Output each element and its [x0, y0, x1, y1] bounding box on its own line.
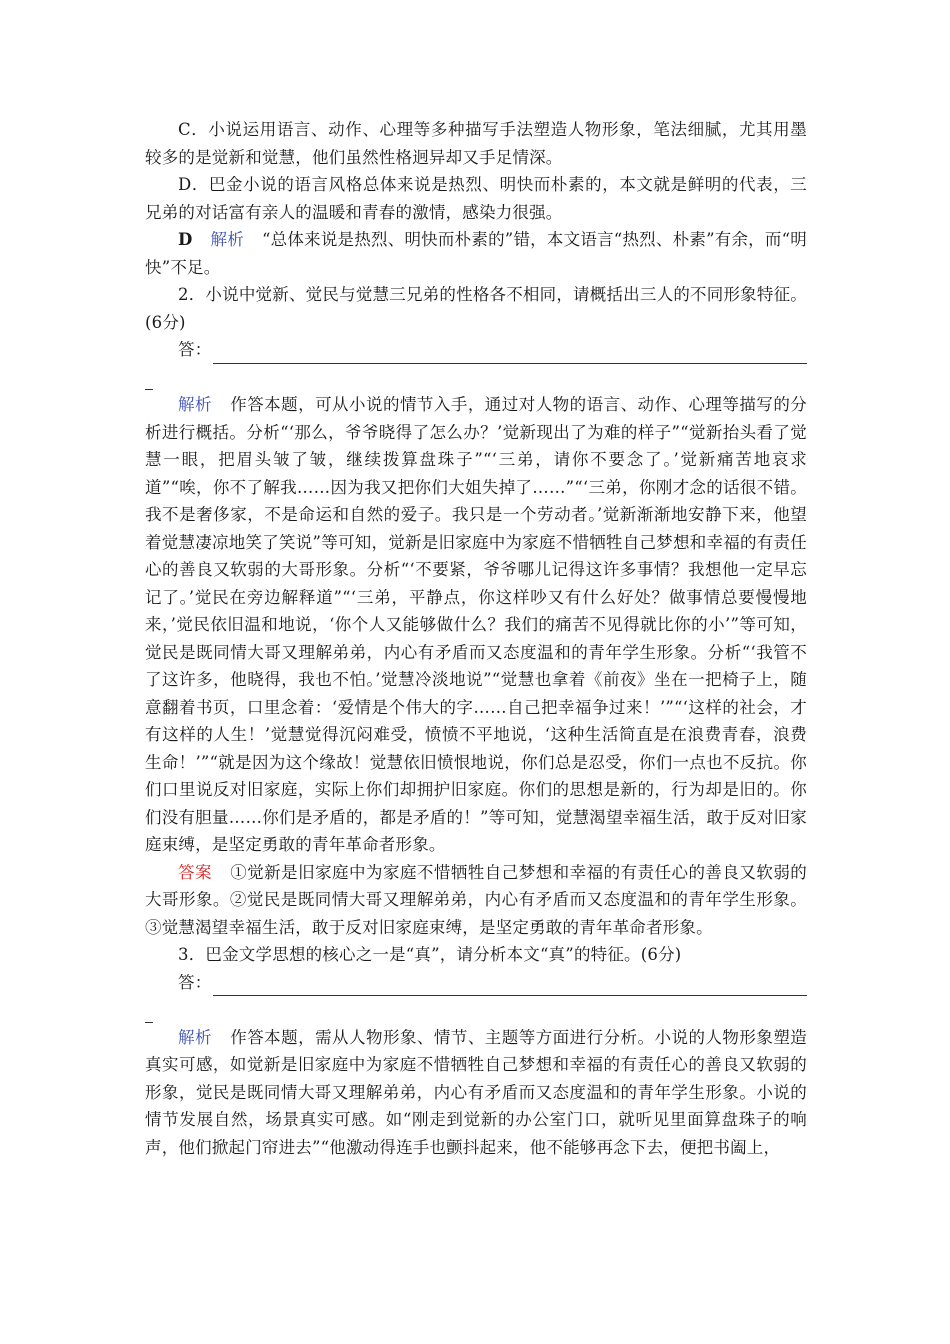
- q2-answer-line[interactable]: [145, 336, 807, 364]
- q3-answer-prompt: 答：: [178, 972, 212, 992]
- q3-analysis-label: 解析: [178, 1027, 212, 1047]
- q3-question: 3．巴金文学思想的核心之一是“真”，请分析本文“真”的特征。(6分): [178, 945, 682, 964]
- q3-answer-dash: [145, 1006, 153, 1023]
- document-page: [145, 116, 807, 1161]
- q2-answer-rule: [213, 345, 807, 364]
- option-d: D．巴金小说的语言风格总体来说是热烈、明快而朴素的，本文就是鲜明的代表，三兄弟的对话富有亲人的温暖和青春的激情，感染力很强。: [145, 175, 807, 222]
- q3-analysis-text: 作答本题，需从人物形象、情节、主题等方面进行分析。小说的人物形象塑造真实可感，如觉新是旧家庭中为家庭不惜牺牲自己梦想和幸福的有责任心的善良又软弱的形象，觉民是既同情大哥又理解弟弟，内心有矛盾而又态度温和的青年学生形象。小说的情节发展自然，场景真实可感。如“刚走到觉新的办公室门口，就听见里面算盘珠子的响声，他们掀起门帘进去”“他激动得连手也颤抖起来，他不能够再念下去，便把书阖上，: [145, 1027, 807, 1157]
- q1-analysis: [145, 226, 807, 281]
- q1-answer-letter: D: [178, 230, 193, 249]
- q1-analysis-text: “总体来说是热烈、明快而朴素的”错，本文语言“热烈、朴素”有余，而“明快”不足。: [145, 230, 807, 277]
- q2-key-text: ①觉新是旧家庭中为家庭不惜牺牲自己梦想和幸福的有责任心的善良又软弱的大哥形象。②觉民是既同情大哥又理解弟弟，内心有矛盾而又态度温和的青年学生形象。③觉慧渴望幸福生活，敢于反对旧家庭束缚，是坚定勇敢的青年革命者形象。: [145, 862, 807, 937]
- q2-answer-prompt: 答：: [178, 340, 212, 359]
- q2-analysis-text: 作答本题，可从小说的情节入手，通过对人物的语言、动作、心理等描写的分析进行概括。分析“‘那么，爷爷晓得了怎么办？’觉新现出了为难的样子”“觉新抬头看了觉慧一眼，把眉头皱了皱，继续拨算盘珠子”“‘三弟，请你不要念了。’觉新痛苦地哀求道”“唉，你不了解我……因为我又把你们大姐失掉了……”“‘三弟，你刚才念的话很不错。我不是奢侈家，不是命运和自然的爱子。我只是一个劳动者。’觉新渐渐地安静下来，他望着觉慧凄凉地笑了笑说”等可知，觉新是旧家庭中为家庭不惜牺牲自己梦想和幸福的有责任心的善良又软弱的大哥形象。分析“‘不要紧，爷爷哪儿记得这许多事情？我想他一定早忘记了。’觉民在旁边解释道”“‘三弟，平静点，你这样吵又有什么好处？做事情总要慢慢地来，’觉民依旧温和地说，‘你个人又能够做什么？我们的痛苦不见得就比你的小’”等可知，觉民是既同情大哥又理解弟弟，内心有矛盾而又态度温和的青年学生形象。分析“‘我管不了这许多，他晓得，我也不怕。’觉慧冷淡地说”“觉慧也拿着《前夜》坐在一把椅子上，随意翻着书页，口里念着：‘爱情是个伟大的字……自己把幸福争过来！’”“‘这样的社会，才有这样的人生！’觉慧觉得沉闷难受，愤愤不平地说，‘这种生活简直是在浪费青春，浪费生命！’”“就是因为这个缘故！觉慧依旧愤恨地说，你们总是忍受，你们一点也不反抗。你们口里说反对旧家庭，实际上你们却拥护旧家庭。你们的思想是新的，行为却是旧的。你们没有胆量……你们是矛盾的，都是矛盾的！”等可知，觉慧渴望幸福生活，敢于反对旧家庭束缚，是坚定勇敢的青年革命者形象。: [145, 395, 807, 854]
- q2-analysis: [145, 391, 807, 859]
- q1-analysis-label: 解析: [210, 230, 244, 249]
- q2-key-label: 答案: [178, 862, 212, 882]
- q2-answer-continuation: [145, 364, 807, 392]
- q2-answer-dash: [145, 373, 153, 390]
- q3-answer-continuation: [145, 996, 807, 1024]
- q3-answer-line[interactable]: [145, 969, 807, 997]
- q2-question: 2．小说中觉新、觉民与觉慧三兄弟的性格各不相同，请概括出三人的不同形象特征。(6分): [145, 285, 807, 332]
- q2-key: [145, 859, 807, 942]
- q3-answer-rule: [213, 977, 807, 996]
- q2-analysis-label: 解析: [178, 395, 212, 414]
- option-c: C．小说运用语言、动作、心理等多种描写手法塑造人物形象，笔法细腻，尤其用墨较多的是觉新和觉慧，他们虽然性格迥异却又手足情深。: [145, 120, 807, 167]
- q3-analysis: [145, 1024, 807, 1162]
